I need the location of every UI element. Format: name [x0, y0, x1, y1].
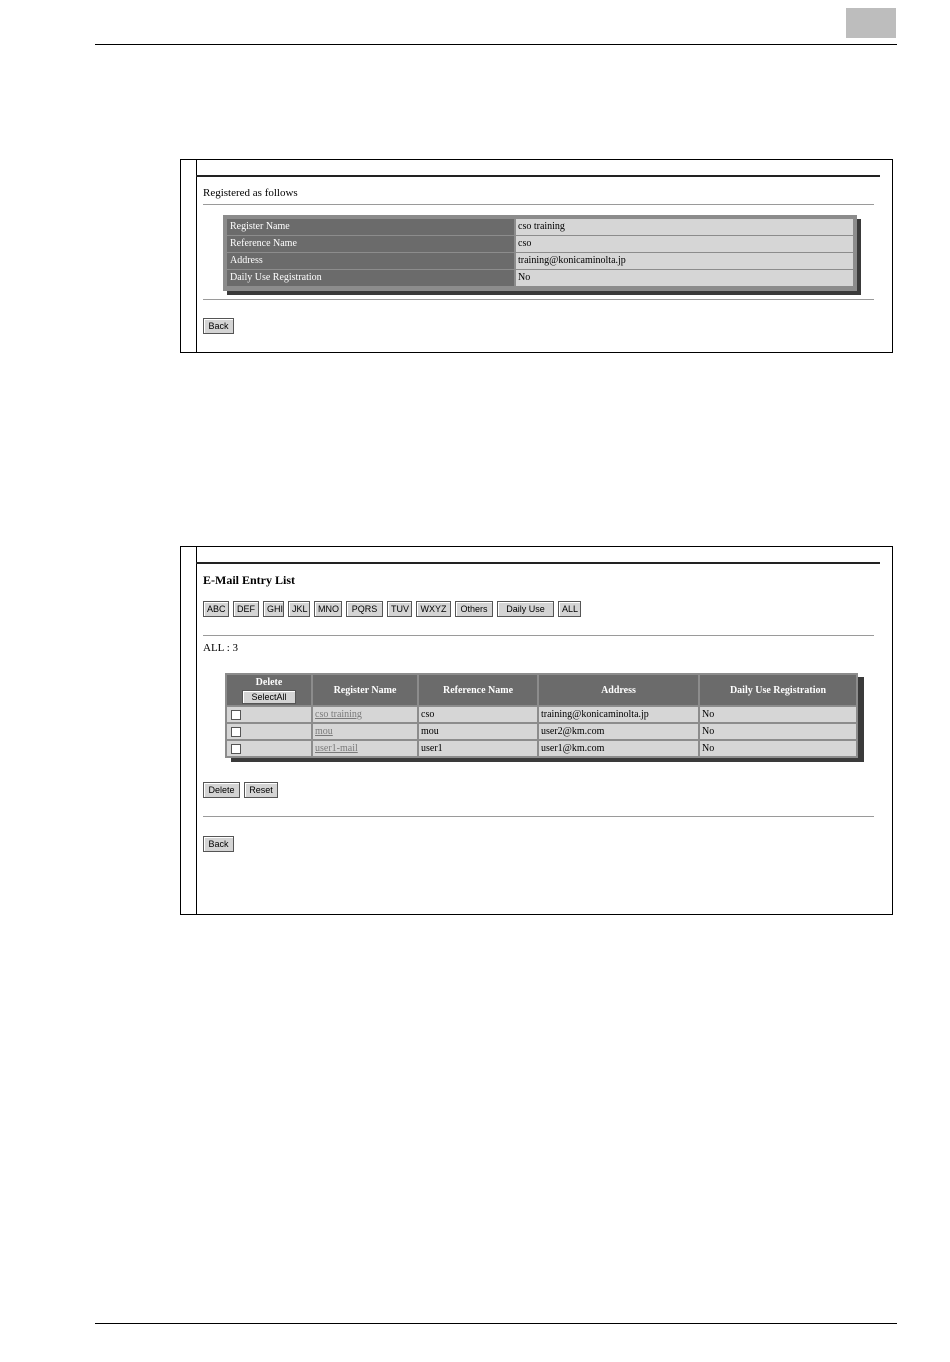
daily-use-header: Daily Use Registration [700, 675, 856, 705]
daily-use-cell: No [700, 707, 856, 722]
index-button-tuv[interactable]: TUV [387, 601, 412, 617]
delete-checkbox[interactable] [231, 744, 241, 754]
index-button-jkl[interactable]: JKL [288, 601, 310, 617]
registration-result-screen [180, 159, 893, 353]
register-name-cell [313, 741, 417, 756]
separator [203, 204, 874, 205]
frame-top-band [196, 175, 880, 177]
index-button-ghi[interactable]: GHI [263, 601, 284, 617]
address-cell: training@konicaminolta.jp [539, 707, 698, 722]
result-caption: Registered as follows [203, 187, 298, 199]
index-button-def[interactable]: DEF [233, 601, 259, 617]
address-header: Address [539, 675, 698, 705]
result-row [227, 253, 853, 269]
index-button-pqrs[interactable]: PQRS [346, 601, 383, 617]
delete-checkbox[interactable] [231, 710, 241, 720]
address-cell: user2@km.com [539, 724, 698, 739]
table-row [227, 724, 856, 739]
delete-button[interactable]: Delete [203, 782, 240, 798]
chapter-tab [846, 8, 896, 38]
delete-cell [227, 707, 311, 722]
row-label: Daily Use Registration [227, 270, 514, 286]
row-label: Address [227, 253, 514, 269]
register-name-link[interactable]: user1-mail [315, 743, 358, 754]
reference-name-header: Reference Name [419, 675, 537, 705]
delete-column-header [227, 675, 311, 705]
delete-checkbox[interactable] [231, 727, 241, 737]
frame-top-band [196, 562, 880, 564]
separator [203, 635, 874, 636]
separator [203, 816, 874, 817]
frame-divider [196, 547, 197, 914]
register-name-header: Register Name [313, 675, 417, 705]
daily-use-cell: No [700, 741, 856, 756]
page-footer-rule [95, 1323, 897, 1324]
reference-name-cell: cso [419, 707, 537, 722]
register-name-cell [313, 724, 417, 739]
table-row [227, 707, 856, 722]
row-value: cso [516, 236, 853, 252]
row-value: cso training [516, 219, 853, 235]
entry-count: ALL : 3 [203, 642, 239, 654]
back-button[interactable]: Back [203, 318, 234, 334]
register-name-link[interactable]: mou [315, 726, 333, 737]
select-all-button[interactable]: SelectAll [242, 690, 295, 704]
back-button[interactable]: Back [203, 836, 234, 852]
row-value: No [516, 270, 853, 286]
table-header-row [227, 675, 856, 705]
entry-table [225, 673, 858, 758]
page-title: E-Mail Entry List [203, 573, 295, 587]
row-label: Register Name [227, 219, 514, 235]
separator [203, 299, 874, 300]
page-header-rule [95, 44, 897, 45]
email-entry-list-screen [180, 546, 893, 915]
result-table [223, 215, 857, 291]
index-button-others[interactable]: Others [455, 601, 493, 617]
register-name-cell [313, 707, 417, 722]
register-name-link[interactable]: cso training [315, 709, 362, 720]
index-button-wxyz[interactable]: WXYZ [416, 601, 451, 617]
delete-cell [227, 724, 311, 739]
index-button-all[interactable]: ALL [558, 601, 581, 617]
row-label: Reference Name [227, 236, 514, 252]
index-button-abc[interactable]: ABC [203, 601, 229, 617]
address-cell: user1@km.com [539, 741, 698, 756]
frame-divider [196, 160, 197, 352]
result-row [227, 236, 853, 252]
result-row [227, 219, 853, 235]
index-button-daily-use[interactable]: Daily Use [497, 601, 554, 617]
table-row [227, 741, 856, 756]
row-value: training@konicaminolta.jp [516, 253, 853, 269]
result-row [227, 270, 853, 286]
reference-name-cell: user1 [419, 741, 537, 756]
daily-use-cell: No [700, 724, 856, 739]
reference-name-cell: mou [419, 724, 537, 739]
reset-button[interactable]: Reset [244, 782, 278, 798]
delete-cell [227, 741, 311, 756]
delete-header-label: Delete [255, 676, 283, 688]
index-button-mno[interactable]: MNO [314, 601, 342, 617]
